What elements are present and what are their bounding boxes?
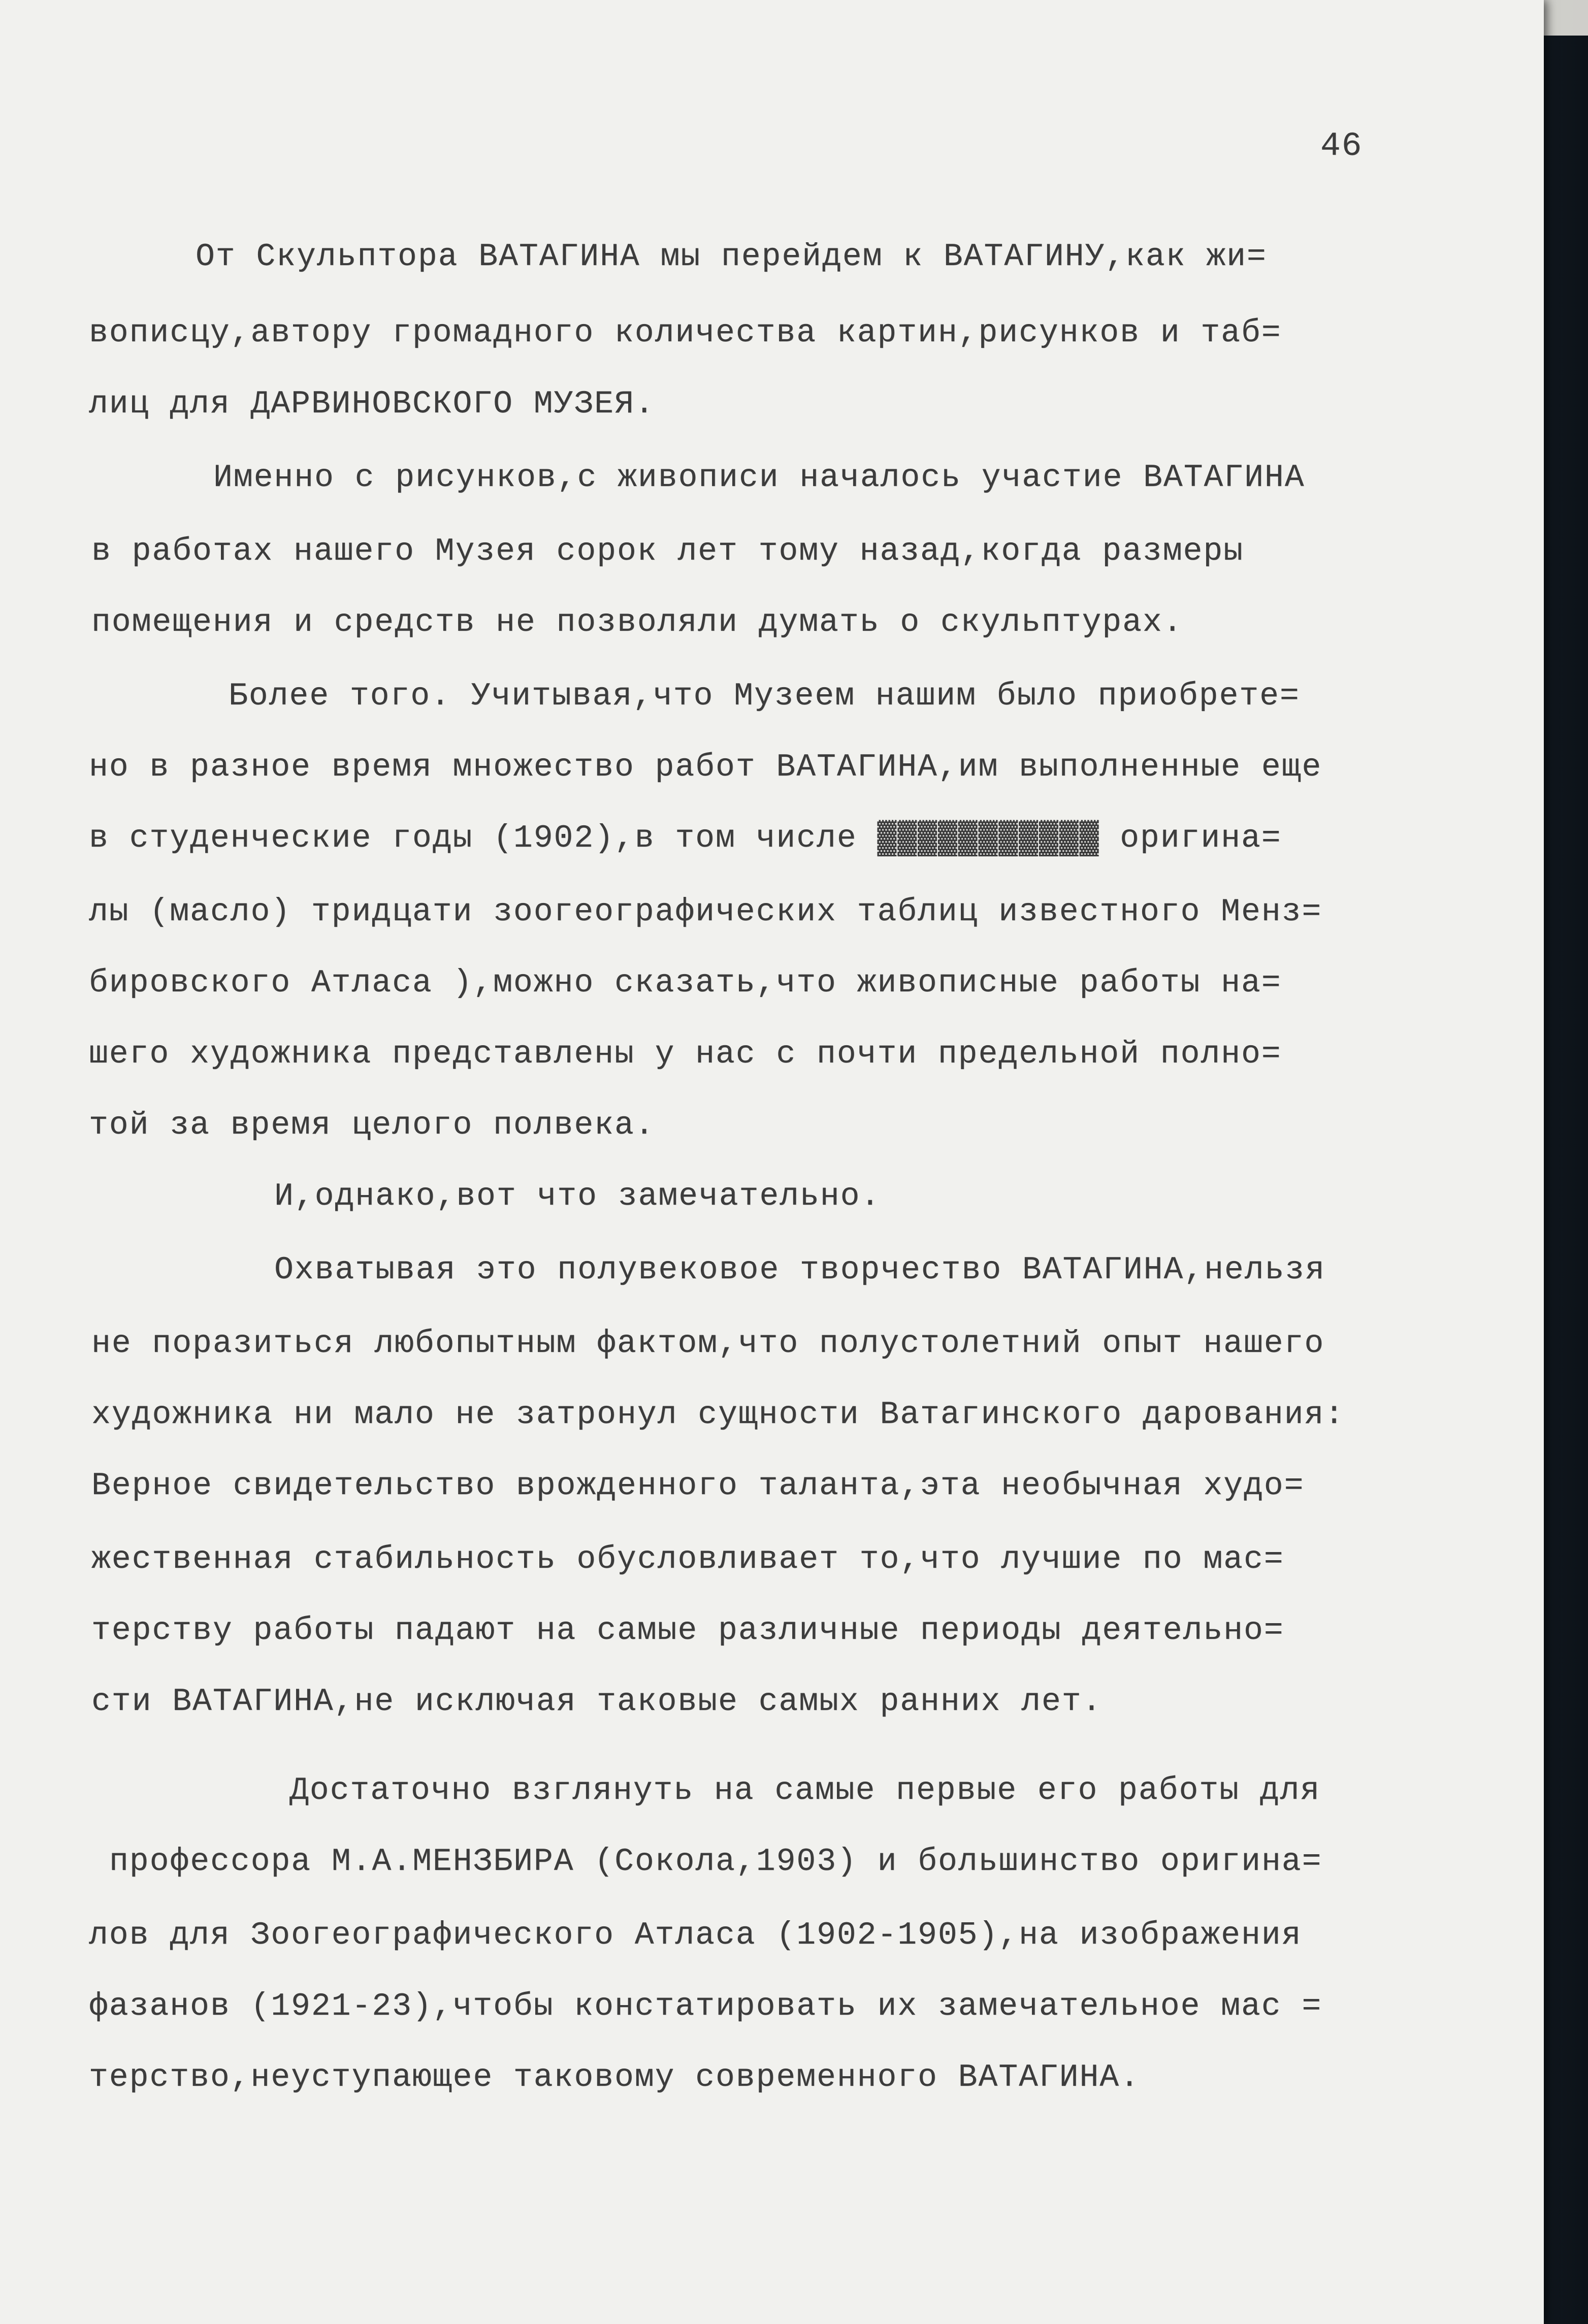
text-line: вописцу,автору громадного количества картин,рисунков и таб=: [89, 315, 1282, 351]
text-line: в работах нашего Музея сорок лет тому назад,когда размеры: [91, 533, 1244, 569]
text-line: профессора М.А.МЕНЗБИРА (Сокола,1903) и большинство оригина=: [109, 1844, 1322, 1880]
text-line: фазанов (1921-23),чтобы констатировать их замечательное мас =: [89, 1988, 1322, 2024]
text-line: Охватывая это полувековое творчество ВАТАГИНА,нельзя: [274, 1252, 1325, 1288]
text-line: Более того. Учитывая,что Музеем нашим было приобрете=: [229, 678, 1300, 714]
text-line: той за время целого полвека.: [89, 1107, 655, 1143]
text-line: сти ВАТАГИНА,не исключая таковые самых ранних лет.: [91, 1684, 1103, 1720]
text-line: От Скульптора ВАТАГИНА мы перейдем к ВАТАГИНУ,как жи=: [196, 239, 1267, 275]
text-line: в студенческие годы (1902),в том числе ▓▓▓▓▓▓▓▓▓▓▓ оригина=: [89, 820, 1282, 856]
text-line: И,однако,вот что замечательно.: [274, 1178, 881, 1214]
text-line: помещения и средств не позволяли думать о скульптурах.: [91, 604, 1183, 640]
text-line: шего художника представлены у нас с почти предельной полно=: [89, 1036, 1282, 1072]
text-line: Верное свидетельство врожденного таланта,эта необычная худо=: [91, 1468, 1305, 1504]
text-line: терству работы падают на самые различные периоды деятельно=: [91, 1612, 1284, 1649]
text-line: жественная стабильность обусловливает то,что лучшие по мас=: [91, 1541, 1284, 1577]
text-line: художника ни мало не затронул сущности Ватагинского дарования:: [91, 1397, 1345, 1433]
text-line: Достаточно взглянуть на самые первые его работы для: [289, 1772, 1321, 1809]
text-line: не поразиться любопытным фактом,что полустолетний опыт нашего: [91, 1326, 1325, 1362]
page-number: 46: [1320, 127, 1363, 165]
text-line: лов для Зоогеографического Атласа (1902-1905),на изображения: [89, 1917, 1302, 1953]
text-line: но в разное время множество работ ВАТАГИНА,им выполненные еще: [89, 749, 1322, 785]
text-line: лиц для ДАРВИНОВСКОГО МУЗЕЯ.: [89, 386, 655, 422]
text-line: бировского Атласа ),можно сказать,что живописные работы на=: [89, 965, 1282, 1001]
text-line: Именно с рисунков,с живописи началось участие ВАТАГИНА: [213, 460, 1305, 496]
text-line: терство,неуступающее таковому современного ВАТАГИНА.: [89, 2059, 1140, 2095]
text-line: лы (масло) тридцати зоогеографических таблиц известного Менз=: [89, 894, 1322, 930]
